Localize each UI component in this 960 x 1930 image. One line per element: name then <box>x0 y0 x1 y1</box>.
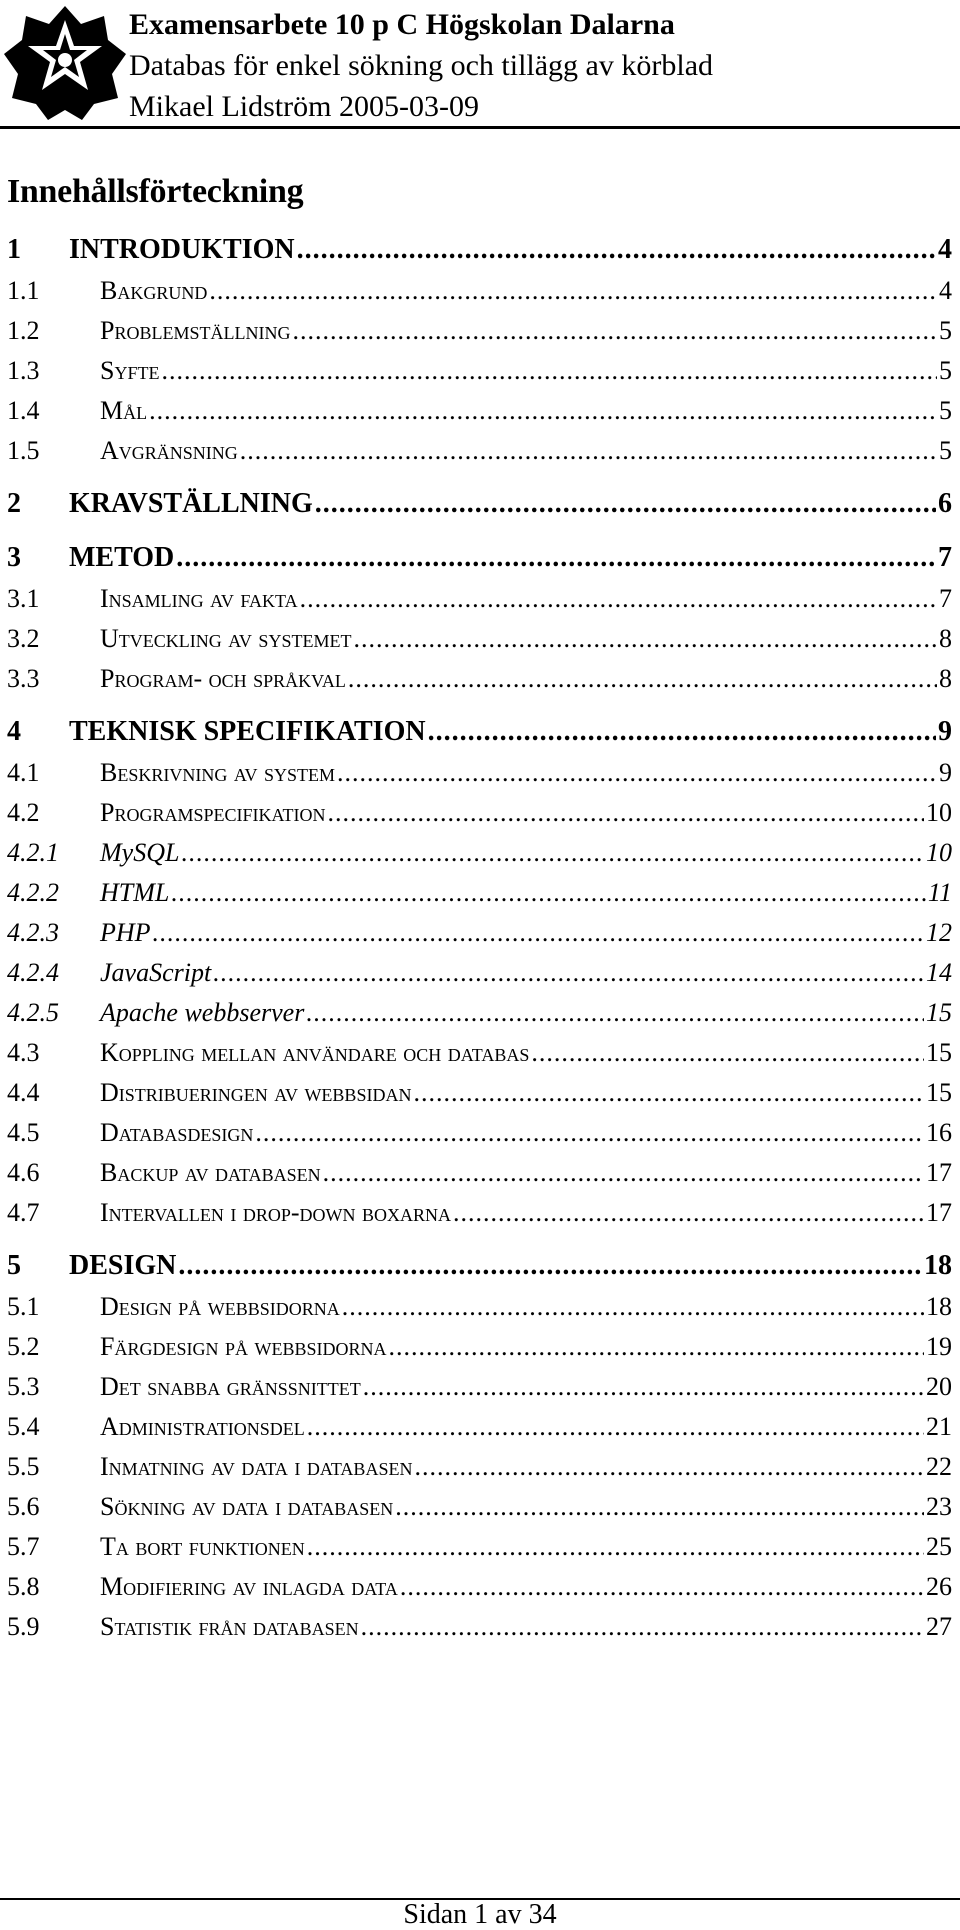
dot-leader <box>348 664 937 694</box>
dot-leader <box>315 488 936 520</box>
toc-entry-number: 5.1 <box>7 1292 40 1321</box>
toc-entry-page: 15 <box>926 1078 952 1107</box>
toc-entry[interactable] <box>7 614 952 654</box>
toc-entry-page: 15 <box>926 1038 952 1067</box>
toc-entry-page: 27 <box>926 1612 952 1641</box>
toc-entry-number: 3 <box>7 542 21 573</box>
toc-entry-number: 5.2 <box>7 1332 40 1361</box>
toc-entry[interactable] <box>7 868 952 908</box>
toc-entry-label: Insamling av fakta <box>100 584 298 613</box>
dot-leader <box>149 396 937 426</box>
dot-leader <box>323 1158 924 1188</box>
dot-leader <box>213 958 924 988</box>
toc-entry-number: 4.2.4 <box>7 958 59 987</box>
dot-leader <box>337 758 937 788</box>
dot-leader <box>176 542 936 574</box>
dot-leader <box>240 436 937 466</box>
dot-leader <box>414 1452 924 1482</box>
dot-leader <box>161 356 937 386</box>
toc-entry-label: Program- och språkval <box>100 664 346 693</box>
dot-leader <box>363 1372 924 1402</box>
toc-entry-page: 5 <box>939 396 952 425</box>
toc-entry[interactable] <box>7 1148 952 1188</box>
toc-entry-page: 12 <box>926 918 952 947</box>
dot-leader <box>428 716 936 748</box>
toc-entry[interactable] <box>7 988 952 1028</box>
toc-entry-page: 20 <box>926 1372 952 1401</box>
toc-entry-label: Bakgrund <box>100 276 208 305</box>
toc-entry-number: 5.3 <box>7 1372 40 1401</box>
toc-entry-label: Apache webbserver <box>100 998 305 1027</box>
toc-entry-label: HTML <box>100 878 170 907</box>
toc-entry-label: Statistik från databasen <box>100 1612 359 1641</box>
toc-entry-label: Intervallen i drop-down boxarna <box>100 1198 452 1227</box>
toc-entry-number: 1.4 <box>7 396 40 425</box>
toc-entry[interactable] <box>7 788 952 828</box>
toc-entry[interactable] <box>7 426 952 466</box>
toc-entry-page: 6 <box>938 488 952 519</box>
toc-entry-page: 4 <box>939 276 952 305</box>
header-author-date: Mikael Lidström 2005-03-09 <box>129 90 479 123</box>
toc-entry-page: 17 <box>926 1158 952 1187</box>
toc-entry[interactable] <box>7 534 952 574</box>
toc-entry[interactable] <box>7 908 952 948</box>
toc-entry-number: 4 <box>7 716 21 747</box>
toc-entry-page: 8 <box>939 624 952 653</box>
toc-entry-label: Design på webbsidorna <box>100 1292 340 1321</box>
toc-entry[interactable] <box>7 1482 952 1522</box>
header-subtitle: Databas för enkel sökning och tillägg av körblad <box>129 49 714 82</box>
dot-leader <box>361 1612 924 1642</box>
toc-entry-label: INTRODUKTION <box>69 234 295 265</box>
toc-entry-page: 18 <box>926 1292 952 1321</box>
toc-entry-number: 5.4 <box>7 1412 40 1441</box>
toc-entry-label: Problemställning <box>100 316 291 345</box>
toc-entry[interactable] <box>7 1282 952 1322</box>
toc-entry[interactable] <box>7 748 952 788</box>
toc-entry-number: 5.5 <box>7 1452 40 1481</box>
dot-leader <box>171 878 926 908</box>
toc-entry-page: 19 <box>926 1332 952 1361</box>
toc-entry-page: 4 <box>938 234 952 265</box>
toc-entry-page: 26 <box>926 1572 952 1601</box>
toc-entry[interactable] <box>7 1242 952 1282</box>
toc-entry[interactable] <box>7 1562 952 1602</box>
toc-entry-number: 1.1 <box>7 276 40 305</box>
page-header <box>0 0 960 130</box>
toc-entry[interactable] <box>7 708 952 748</box>
toc-entry-label: KRAVSTÄLLNING <box>69 488 313 519</box>
star-seal-icon <box>2 4 128 122</box>
toc-entry-page: 16 <box>926 1118 952 1147</box>
toc-entry-page: 5 <box>939 316 952 345</box>
toc-entry-number: 4.2.2 <box>7 878 59 907</box>
toc-entry-number: 5.7 <box>7 1532 40 1561</box>
toc-entry-page: 15 <box>926 998 952 1027</box>
toc-entry-number: 4.2.1 <box>7 838 59 867</box>
toc-entry-number: 5.6 <box>7 1492 40 1521</box>
toc-entry-number: 3.2 <box>7 624 40 653</box>
toc-entry-page: 9 <box>939 758 952 787</box>
toc-entry-label: Koppling mellan användare och databas <box>100 1038 530 1067</box>
toc-entry-page: 7 <box>939 584 952 613</box>
toc-entry-number: 3.1 <box>7 584 40 613</box>
toc-entry-number: 5.9 <box>7 1612 40 1641</box>
dot-leader <box>342 1292 924 1322</box>
dot-leader <box>400 1572 924 1602</box>
toc-entry-label: Inmatning av data i databasen <box>100 1452 413 1481</box>
toc-entry[interactable] <box>7 1442 952 1482</box>
dot-leader <box>178 1250 922 1282</box>
toc-entry[interactable] <box>7 266 952 306</box>
toc-entry-number: 1 <box>7 234 21 265</box>
toc-entry-label: Modifiering av inlagda data <box>100 1572 398 1601</box>
dot-leader <box>153 918 924 948</box>
toc-entry-page: 18 <box>924 1250 952 1281</box>
toc-entry-label: Mål <box>100 396 148 425</box>
toc-entry[interactable] <box>7 1322 952 1362</box>
dot-leader <box>297 234 936 266</box>
toc-entry-label: Distribueringen av webbsidan <box>100 1078 412 1107</box>
toc-entry-page: 5 <box>939 356 952 385</box>
toc-entry[interactable] <box>7 1188 952 1228</box>
dot-leader <box>388 1332 924 1362</box>
toc-entry[interactable] <box>7 386 952 426</box>
toc-entry[interactable] <box>7 574 952 614</box>
toc-entry-page: 9 <box>938 716 952 747</box>
toc-entry-label: Sökning av data i databasen <box>100 1492 394 1521</box>
toc-entry-page: 25 <box>926 1532 952 1561</box>
toc-entry-label: Utveckling av systemet <box>100 624 352 653</box>
toc-entry-number: 4.2.3 <box>7 918 59 947</box>
toc-heading: Innehållsförteckning <box>7 173 304 210</box>
toc-entry[interactable] <box>7 306 952 346</box>
toc-entry-number: 1.5 <box>7 436 40 465</box>
toc-entry-page: 11 <box>927 878 952 907</box>
toc-entry-number: 4.2 <box>7 798 40 827</box>
toc-entry-number: 4.3 <box>7 1038 40 1067</box>
toc-entry-page: 23 <box>926 1492 952 1521</box>
toc-entry-label: JavaScript <box>100 958 212 987</box>
dot-leader <box>453 1198 924 1228</box>
header-title: Examensarbete 10 p C Högskolan Dalarna <box>129 8 675 41</box>
toc-entry[interactable] <box>7 1362 952 1402</box>
toc-entry[interactable] <box>7 1108 952 1148</box>
toc-entry-page: 7 <box>938 542 952 573</box>
toc-entry-page: 14 <box>926 958 952 987</box>
dot-leader <box>531 1038 924 1068</box>
dot-leader <box>181 838 924 868</box>
dot-leader <box>353 624 937 654</box>
toc-entry-label: Administrationsdel <box>100 1412 305 1441</box>
toc-entry[interactable] <box>7 1028 952 1068</box>
toc-entry-number: 5.8 <box>7 1572 40 1601</box>
toc-entry-number: 3.3 <box>7 664 40 693</box>
dot-leader <box>413 1078 924 1108</box>
toc-entry-page: 8 <box>939 664 952 693</box>
toc-entry[interactable] <box>7 226 952 266</box>
toc-entry-number: 4.5 <box>7 1118 40 1147</box>
toc-entry-number: 1.2 <box>7 316 40 345</box>
dot-leader <box>209 276 937 306</box>
dot-leader <box>307 1532 924 1562</box>
dot-leader <box>395 1492 924 1522</box>
toc-entry-number: 4.4 <box>7 1078 40 1107</box>
toc-entry-label: Det snabba gränssnittet <box>100 1372 361 1401</box>
toc-entry-number: 4.2.5 <box>7 998 59 1027</box>
toc-entry-label: Syfte <box>100 356 160 385</box>
dot-leader <box>255 1118 924 1148</box>
toc-entry-label: Ta bort funktionen <box>100 1532 305 1561</box>
toc-entry-number: 5 <box>7 1250 21 1281</box>
toc-entry-label: Backup av databasen <box>100 1158 321 1187</box>
dot-leader <box>328 798 925 828</box>
toc-entry-label: Beskrivning av system <box>100 758 336 787</box>
toc-entry-label: PHP <box>100 918 151 947</box>
toc-entry-number: 4.1 <box>7 758 40 787</box>
toc-entry-label: TEKNISK SPECIFIKATION <box>69 716 426 747</box>
header-divider <box>0 126 960 129</box>
toc-entry[interactable] <box>7 828 952 868</box>
dot-leader <box>292 316 937 346</box>
dot-leader <box>307 1412 924 1442</box>
toc-entry[interactable] <box>7 654 952 694</box>
toc-entry-page: 17 <box>926 1198 952 1227</box>
dot-leader <box>306 998 924 1028</box>
toc-entry[interactable] <box>7 1602 952 1642</box>
toc-entry-label: Färgdesign på webbsidorna <box>100 1332 387 1361</box>
toc-entry-page: 10 <box>926 838 952 867</box>
toc-entry[interactable] <box>7 346 952 386</box>
toc-entry-label: MySQL <box>100 838 180 867</box>
toc-entry[interactable] <box>7 1402 952 1442</box>
toc-entry-number: 4.6 <box>7 1158 40 1187</box>
toc-entry-page: 22 <box>926 1452 952 1481</box>
toc-entry-page: 5 <box>939 436 952 465</box>
dot-leader <box>300 584 937 614</box>
toc-entry-label: METOD <box>69 542 175 573</box>
toc-entry-label: DESIGN <box>69 1250 177 1281</box>
toc-entry-number: 4.7 <box>7 1198 40 1227</box>
toc-entry-page: 21 <box>926 1412 952 1441</box>
toc-entry-number: 1.3 <box>7 356 40 385</box>
toc-entry-label: Avgränsning <box>100 436 238 465</box>
toc-entry-label: Programspecifikation <box>100 798 326 827</box>
toc-entry[interactable] <box>7 1522 952 1562</box>
toc-entry-number: 2 <box>7 488 21 519</box>
toc-entry[interactable] <box>7 948 952 988</box>
toc-entry-label: Databasdesign <box>100 1118 254 1147</box>
page-number: Sidan 1 av 34 <box>403 1899 557 1930</box>
toc-entry-page: 10 <box>926 798 952 827</box>
toc-entry[interactable] <box>7 480 952 520</box>
toc-entry[interactable] <box>7 1068 952 1108</box>
